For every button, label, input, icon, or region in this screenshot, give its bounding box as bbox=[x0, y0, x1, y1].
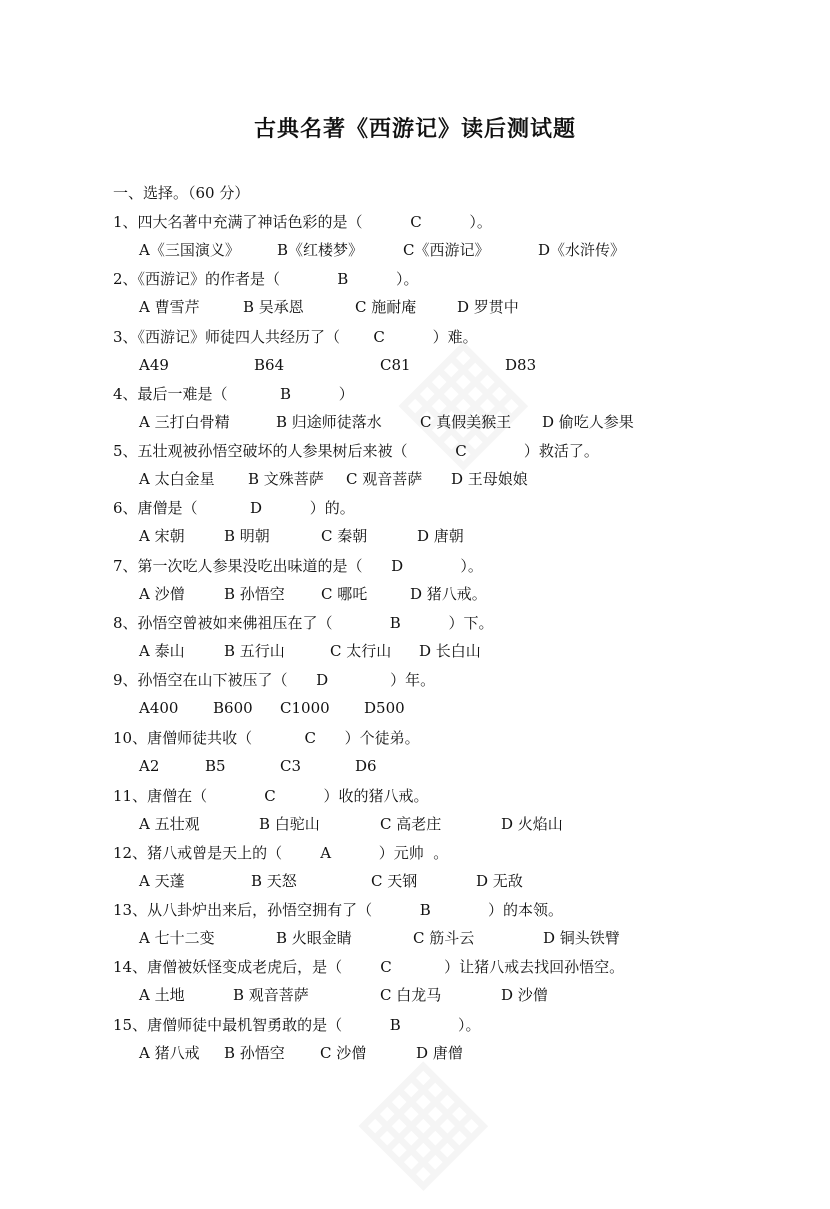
option: C 高老庄 bbox=[380, 815, 442, 833]
option: B《红楼梦》 bbox=[277, 241, 364, 259]
option: A 土地 bbox=[139, 986, 185, 1004]
question-text: 4、最后一难是（ B ） bbox=[113, 385, 354, 403]
option: D 唐僧 bbox=[416, 1044, 463, 1062]
option: B 白驼山 bbox=[259, 815, 320, 833]
question-text: 12、猪八戒曾是天上的（ A ）元帅 。 bbox=[113, 844, 449, 862]
option: D 偷吃人参果 bbox=[542, 413, 634, 431]
option: D 铜头铁臂 bbox=[543, 929, 620, 947]
option: A 太白金星 bbox=[139, 470, 215, 488]
option: C 施耐庵 bbox=[355, 298, 417, 316]
question-text: 2、《西游记》的作者是（ B ）。 bbox=[113, 270, 419, 288]
option: A 三打白骨精 bbox=[139, 413, 230, 431]
option: C 秦朝 bbox=[321, 527, 368, 545]
question-text: 14、唐僧被妖怪变成老虎后，是（ C ）让猪八戒去找回孙悟空。 bbox=[113, 958, 625, 976]
option: A49 bbox=[139, 356, 169, 374]
question-text: 6、唐僧是（ D ）的。 bbox=[113, 499, 355, 517]
option: A 泰山 bbox=[139, 642, 185, 660]
option: A 曹雪芹 bbox=[139, 298, 200, 316]
option: B 明朝 bbox=[224, 527, 270, 545]
option: A400 bbox=[139, 699, 179, 717]
option: C1000 bbox=[280, 699, 330, 717]
question-text: 11、唐僧在（ C ）收的猪八戒。 bbox=[113, 787, 429, 805]
question-text: 9、孙悟空在山下被压了（ D ）年。 bbox=[113, 671, 436, 689]
option: C3 bbox=[280, 757, 302, 775]
option: D 王母娘娘 bbox=[451, 470, 528, 488]
option: A《三国演义》 bbox=[139, 241, 240, 259]
option: A 七十二变 bbox=[139, 929, 215, 947]
option: C《西游记》 bbox=[403, 241, 490, 259]
option: B 天怒 bbox=[251, 872, 297, 890]
option: C 天钢 bbox=[371, 872, 418, 890]
option: A 猪八戒 bbox=[139, 1044, 200, 1062]
question-text: 3、《西游记》师徒四人共经历了（ C ）难。 bbox=[113, 328, 478, 346]
page-title: 古典名著《西游记》读后测试题 bbox=[253, 116, 576, 142]
option: C 沙僧 bbox=[320, 1044, 367, 1062]
option: B 孙悟空 bbox=[224, 585, 285, 603]
option: D 猪八戒。 bbox=[410, 585, 487, 603]
option: C81 bbox=[380, 356, 411, 374]
option: C 太行山 bbox=[330, 642, 392, 660]
question-text: 10、唐僧师徒共收（ C ）个徒弟。 bbox=[113, 729, 420, 747]
option: C 观音菩萨 bbox=[346, 470, 423, 488]
option: A 五壮观 bbox=[139, 815, 200, 833]
option: C 白龙马 bbox=[380, 986, 442, 1004]
question-text: 5、五壮观被孙悟空破坏的人参果树后来被（ C ）救活了。 bbox=[113, 442, 599, 460]
option: B 观音菩萨 bbox=[233, 986, 309, 1004]
option: B5 bbox=[205, 757, 226, 775]
option: C 真假美猴王 bbox=[420, 413, 512, 431]
option: D 沙僧 bbox=[501, 986, 548, 1004]
option: D 罗贯中 bbox=[457, 298, 519, 316]
option: D500 bbox=[364, 699, 405, 717]
option: B 吴承恩 bbox=[243, 298, 304, 316]
option: D 无敌 bbox=[476, 872, 523, 890]
question-text: 15、唐僧师徒中最机智勇敢的是（ B ）。 bbox=[113, 1016, 481, 1034]
option: D 长白山 bbox=[419, 642, 481, 660]
option: D83 bbox=[505, 356, 537, 374]
option: B 火眼金睛 bbox=[276, 929, 352, 947]
question-text: 7、第一次吃人参果没吃出味道的是（ D ）。 bbox=[113, 557, 483, 575]
section-heading: 一、选择。（60 分） bbox=[113, 184, 250, 202]
option: A 沙僧 bbox=[139, 585, 185, 603]
option: D6 bbox=[355, 757, 377, 775]
option: B 文殊菩萨 bbox=[248, 470, 324, 488]
option: B 五行山 bbox=[224, 642, 285, 660]
option: A 宋朝 bbox=[139, 527, 185, 545]
question-text: 1、四大名著中充满了神话色彩的是（ C ）。 bbox=[113, 213, 492, 231]
option: B 归途师徒落水 bbox=[276, 413, 382, 431]
option: D《水浒传》 bbox=[538, 241, 626, 259]
option: A2 bbox=[139, 757, 160, 775]
option: C 哪吒 bbox=[321, 585, 368, 603]
option: D 火焰山 bbox=[501, 815, 563, 833]
option: C 筋斗云 bbox=[413, 929, 475, 947]
question-text: 13、从八卦炉出来后，孙悟空拥有了（ B ）的本领。 bbox=[113, 901, 564, 919]
option: B 孙悟空 bbox=[224, 1044, 285, 1062]
option: A 天蓬 bbox=[139, 872, 185, 890]
option: B64 bbox=[254, 356, 285, 374]
option: B600 bbox=[213, 699, 253, 717]
option: D 唐朝 bbox=[417, 527, 464, 545]
question-text: 8、孙悟空曾被如来佛祖压在了（ B ）下。 bbox=[113, 614, 494, 632]
